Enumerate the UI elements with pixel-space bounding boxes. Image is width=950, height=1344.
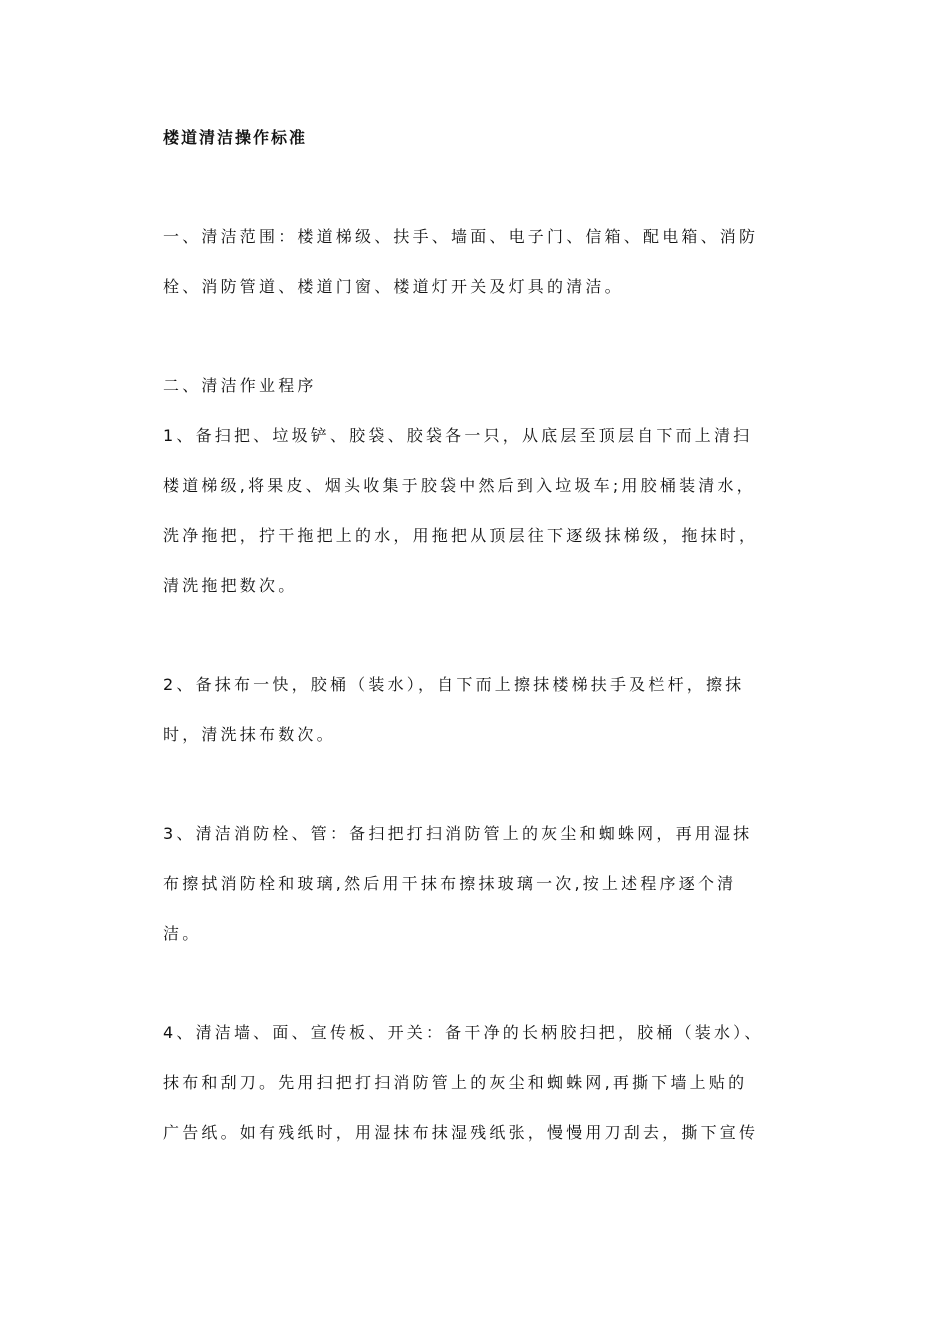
section-step-3 <box>163 809 793 959</box>
section-scope <box>163 212 793 312</box>
text-line: 1、备扫把、垃圾铲、胶袋、胶袋各一只，从底层至顶层自下而上清扫 <box>163 426 753 445</box>
text-line: 抹布和刮刀。先用扫把打扫消防管上的灰尘和蜘蛛网,再撕下墙上贴的 <box>163 1073 748 1092</box>
text-line: 时，清洗抹布数次。 <box>163 725 336 744</box>
text-line: 栓、消防管道、楼道门窗、楼道灯开关及灯具的清洁。 <box>163 277 624 296</box>
text-line: 4、清洁墙、面、宣传板、开关：备干净的长柄胶扫把，胶桶（装水）、 <box>163 1023 764 1042</box>
section-step-4 <box>163 1008 793 1158</box>
text-line: 广告纸。如有残纸时，用湿抹布抹湿残纸张，慢慢用刀刮去，撕下宣传 <box>163 1123 759 1142</box>
text-line: 一、清洁范围：楼道梯级、扶手、墙面、电子门、信箱、配电箱、消防 <box>163 227 759 246</box>
text-line: 楼道梯级,将果皮、烟头收集于胶袋中然后到入垃圾车;用胶桶装清水， <box>163 476 756 495</box>
text-line: 2、备抹布一快，胶桶（装水），自下而上擦抹楼梯扶手及栏杆，擦抹 <box>163 675 745 694</box>
text-line: 布擦拭消防栓和玻璃,然后用干抹布擦抹玻璃一次,按上述程序逐个清 <box>163 874 737 893</box>
document-title: 楼道清洁操作标准 <box>163 128 308 147</box>
text-line: 洗净拖把，拧干拖把上的水，用拖把从顶层往下逐级抹梯级，拖抹时， <box>163 526 759 545</box>
text-line: 3、清洁消防栓、管：备扫把打扫消防管上的灰尘和蜘蛛网，再用湿抹 <box>163 824 753 843</box>
text-line: 洁。 <box>163 924 202 943</box>
section-procedure <box>163 361 793 611</box>
section-heading: 二、清洁作业程序 <box>163 376 317 395</box>
text-line: 清洗拖把数次。 <box>163 576 298 595</box>
section-step-2 <box>163 660 793 760</box>
